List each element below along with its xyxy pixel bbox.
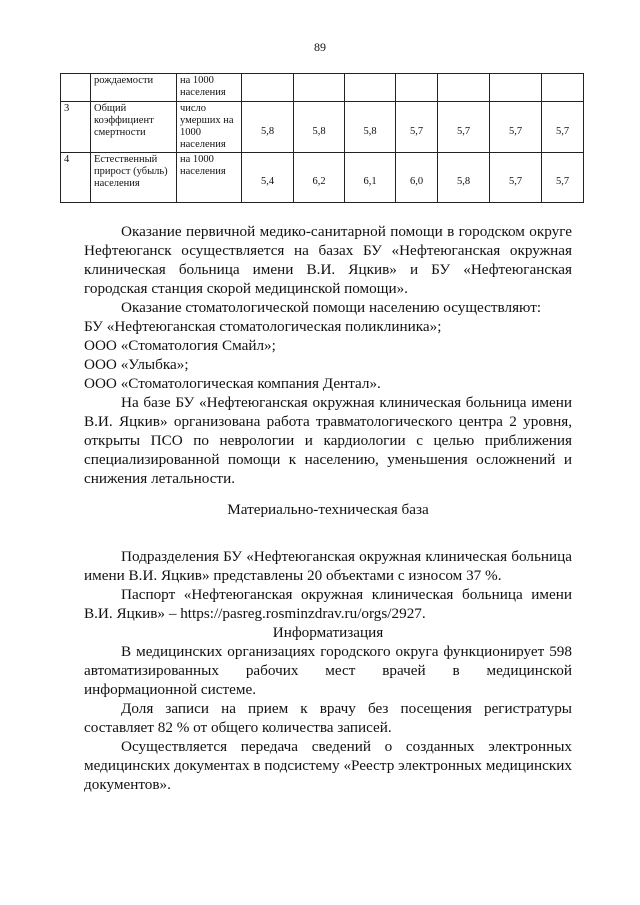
list-item: БУ «Нефтеюганская стоматологическая поликлиника»; xyxy=(84,318,442,335)
row-number: 4 xyxy=(61,153,91,203)
value-cell: 5,7 xyxy=(490,102,542,153)
value-cell: 5,7 xyxy=(542,102,584,153)
paragraph-primary-care: Оказание первичной медико-санитарной помощи в городском округе Нефтеюганск осуществляется на базах БУ «Нефтеюганская окружная клиническая больница имени В.И. Яцкив» и БУ «Нефтеюганская городская станция скорой медицинской помощи». xyxy=(84,223,572,297)
value-cell xyxy=(242,74,294,102)
value-cell: 6,1 xyxy=(345,153,396,203)
value-cell: 5,8 xyxy=(438,153,490,203)
value-cell: 5,8 xyxy=(242,102,294,153)
value-cell: 5,8 xyxy=(345,102,396,153)
unit-cell: на 1000 населения xyxy=(177,74,242,102)
paragraph-emd-registry: Осуществляется передача сведений о созданных электронных медицинских документах в подсистему «Реестр электронных медицинских документов». xyxy=(84,738,572,793)
body-text xyxy=(84,222,572,794)
paragraph-passport: Паспорт «Нефтеюганская окружная клиническая больница имени В.И. Яцкив» – https://pasreg.rosminzdrav.ru/orgs/2927. xyxy=(84,586,572,622)
paragraph-online-booking: Доля записи на прием к врачу без посещения регистратуры составляет 82 % от общего количества записей. xyxy=(84,700,572,736)
row-number xyxy=(61,74,91,102)
value-cell xyxy=(542,74,584,102)
value-cell: 5,7 xyxy=(396,102,438,153)
indicator-cell: Общий коэффициент смертности xyxy=(91,102,177,153)
table-row xyxy=(61,102,584,153)
table-row xyxy=(61,153,584,203)
demographics-table xyxy=(60,73,584,203)
value-cell: 5,8 xyxy=(294,102,345,153)
value-cell: 5,7 xyxy=(542,153,584,203)
paragraph-trauma-center: На базе БУ «Нефтеюганская окружная клиническая больница имени В.И. Яцкив» организована работа травматологического центра 2 уровня, открыты ПСО по неврологии и кардиологии с целью приближения специализированной помощи к населению, уменьшения осложнений и снижения летальности. xyxy=(84,394,572,487)
value-cell: 5,7 xyxy=(490,153,542,203)
paragraph-dental-intro: Оказание стоматологической помощи населению осуществляют: xyxy=(121,299,542,316)
list-item: ООО «Стоматология Смайл»; xyxy=(84,337,276,354)
table-row xyxy=(61,74,584,102)
value-cell: 5,4 xyxy=(242,153,294,203)
indicator-cell: Естественный прирост (убыль) населения xyxy=(91,153,177,203)
unit-cell: число умерших на 1000 населения xyxy=(177,102,242,153)
value-cell xyxy=(294,74,345,102)
row-number: 3 xyxy=(61,102,91,153)
value-cell: 5,7 xyxy=(438,102,490,153)
value-cell xyxy=(490,74,542,102)
section-heading-material-base: Материально-техническая база xyxy=(227,501,429,518)
indicator-cell: рождаемости xyxy=(91,74,177,102)
list-item: ООО «Стоматологическая компания Дентал». xyxy=(84,375,381,392)
value-cell: 6,2 xyxy=(294,153,345,203)
paragraph-subdivisions: Подразделения БУ «Нефтеюганская окружная клиническая больница имени В.И. Яцкив» представлены 20 объектами с износом 37 %. xyxy=(84,548,572,584)
value-cell xyxy=(396,74,438,102)
paragraph-workstations: В медицинских организациях городского округа функционирует 598 автоматизированных рабочих мест врачей в медицинской информационной системе. xyxy=(84,643,572,698)
list-item: ООО «Улыбка»; xyxy=(84,356,189,373)
value-cell: 6,0 xyxy=(396,153,438,203)
value-cell xyxy=(438,74,490,102)
page-number: 89 xyxy=(314,40,326,54)
section-heading-informatization: Информатизация xyxy=(272,624,384,641)
unit-cell: на 1000 населения xyxy=(177,153,242,203)
value-cell xyxy=(345,74,396,102)
